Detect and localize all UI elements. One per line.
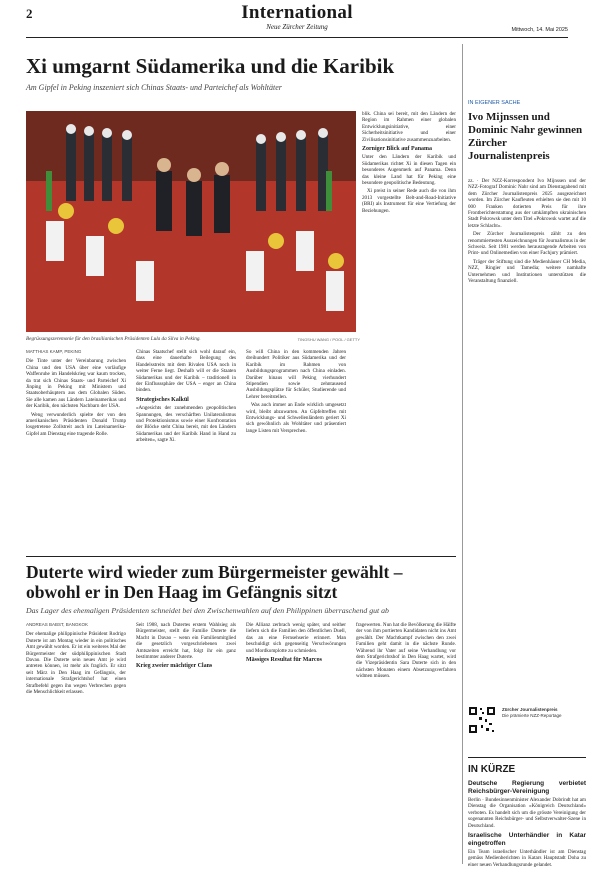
lead-column-4 <box>362 111 456 216</box>
header-rule <box>26 37 568 38</box>
paragraph: Chinas Staatschef stellt sich wohl darauf ein, dass eine dauerhafte Beilegung des Handelsstreits mit dem Rivalen USA noch in weiter Ferne liegt. Deshalb will er die Staaten Südamerikas und der Karibik – traditionell in der Einflusssphäre der USA – enger an China binden. <box>136 349 236 394</box>
paragraph: Unter den Ländern der Karibik und Südamerikas richtet Xi in diesen Tagen ein besonderes Augenmerk auf Panama. Denn das kleine Land hat für Peking eine besondere geopolitische Bedeutung. <box>362 154 456 187</box>
lead-column-2 <box>136 349 236 446</box>
kurze-item-body: Berlin · Bundesinnenminister Alexander Dobrindt hat am Dienstag die Organisation «Königreich Deutschland» verboten. Es handelt sich um die grösste Vereinigung der sogenannten Reichsbürger- und Selbstverwalter-Szene in Deutschland. <box>468 797 586 829</box>
paragraph: Der ehemalige philippinische Präsident Rodrigo Duterte ist am Montag wieder in ein politisches Amt gewählt worden. Er ist ein weiteres Mal der Bürgermeister der südphilippinischen Stadt Davao. Die Duterte sein neues Amt je wird antreten können, ist mehr als fraglich. Er sitzt seit März in Den Haag im Gefängnis, der internationale Strafgerichtshof hat einen Strafbefehl gegen ihn wegen Verbrechen gegen die Menschlichkeit erlassen. <box>26 631 126 696</box>
second-subtitle: Das Lager des ehemaligen Präsidenten schneidet bei den Zwischenwahlen auf den Philippinen überraschend gut ab <box>26 606 389 615</box>
kurze-item-body: Ein Team israelischer Unterhändler ist am Dienstag gemäss Medienberichten in Katars Hauptstadt Doha zu einer neuen Verhandlungsrunde gelandet. <box>468 849 586 868</box>
second-column-3 <box>246 622 346 665</box>
second-column-4 <box>356 622 456 682</box>
lead-column-3 <box>246 349 346 436</box>
sidebar-headline: Ivo Mijnssen und Dominic Nahr gewinnen Zürcher Journalistenpreis <box>468 111 583 162</box>
masthead-brand: Neue Zürcher Zeitung <box>266 23 328 31</box>
kurze-rule <box>468 757 586 758</box>
column-separator <box>462 44 463 864</box>
paragraph: Was auch immer an Ende wirklich umgesetzt wird, bleibt abzuwarten. An Gipfeltreffen mit Entwicklungs- und Schwellenländern geriert Xi sich gewöhnlich als Wohltäter und präsentiert lange Listen mit Versprechen. <box>246 402 346 434</box>
second-column-1 <box>26 622 126 697</box>
kurze-item-title: Deutsche Regierung verbietet Reichsbürger-Vereinigung <box>468 780 586 795</box>
lead-photo <box>26 111 356 332</box>
paragraph: fragewerten. Nun hat die Bevölkerung die Hälfte der von ihm portierten Kandidaten nicht ins Amt gewählt. Der Machtkampf zwischen den zwei Familien geht damit in die nächste Runde. Während ihr Vater auf seine Verhandlung vor dem Strafgerichtshof in Den Haag wartet, wird die Vizepräsidentin Sara Duterte sich in den nächsten Monaten einem Absetzungsverfahren widmen müssen. <box>356 622 456 680</box>
paragraph: blik. China sei bereit, mit den Ländern der Region im Rahmen einer globalen Entwicklungsinitiative, einer Sicherheitsinitiative und einer Zivilisationsinitiative zusammenzuarbeiten. <box>362 111 456 143</box>
ceremony-illustration <box>26 111 356 332</box>
subheading: Krieg zweier mächtiger Clans <box>136 663 213 670</box>
paragraph: «Angesichts der zunehmenden geopolitischen Spannungen, des verschärften Unilateralismus und Protektionismus sowie einer Konfrontation der Blöcke steht China bereit, mit den Ländern Südamerikas und der Karibik Hand in Hand zu arbeiten», sagte Xi. <box>136 405 236 444</box>
story-divider <box>26 556 456 557</box>
qr-caption <box>502 707 582 718</box>
sidebar-label: IN EIGENER SACHE <box>468 100 521 106</box>
paragraph: zz. · Der NZZ-Korrespondent Ivo Mijnssen und der NZZ-Fotograf Dominic Nahr sind am Dienstagabend mit dem Zürcher Journalistenpreis 2025 ausgezeichnet worden. Im Zürcher Kaufleuten erhielten sie den mit 10 000 Franken dotierten Preis für ihre Frontberichterstattung aus der umkämpften ukrainischen Stadt Pokrowsk unter dem Titel «Pokrowsk wartet auf die letzte Schlacht». <box>468 178 586 229</box>
paragraph: Die Allianz zerbrach wenig später, und seither liefern sich die Familien den öffentlichen Duell, das an eine Fernsehserie erinnert. Man beschuldigt sich gegenseitig Verschwörungen und Mordkomplotte zu schmieden. <box>246 622 346 654</box>
paragraph: Seit 1988, nach Dutertes erstem Wahlsieg als Bürgermeister, stellt die Familie Duterte die Macht in Davao – wenn ein Familienmitglied die gesetzlich vorgeschriebenen zwei Amtszeiten erreicht hat, folgt ihr ein ganz bestimmter anderer Duterte. <box>136 622 236 661</box>
sidebar-body <box>468 178 586 287</box>
issue-date: Mittwoch, 14. Mai 2025 <box>511 27 568 33</box>
second-column-2 <box>136 622 236 672</box>
qr-text: Die prämierte NZZ-Reportage <box>502 712 562 718</box>
qr-code[interactable] <box>468 706 496 734</box>
kurze-heading: IN KÜRZE <box>468 764 516 775</box>
kurze-list <box>468 780 586 870</box>
second-headline: Duterte wird wieder zum Bürgermeister gewählt – obwohl er in Den Haag im Gefängnis sitzt <box>26 562 403 602</box>
lead-column-1 <box>26 349 126 439</box>
lead-byline: MATTHIAS KAMP, PEKING <box>26 349 82 354</box>
paragraph: Die Tinte unter der Vereinbarung zwischen China und den USA über eine vorläufige Waffenruhe im Handelskrieg war kaum trocken, da trat sich Chinas Staats- und Parteichef Xi Jinping in Peking mit Ministern und Staatsoberhäuptern aus dem Globalen Süden. Sie alle kamen aus Ländern Lateinamerikas und der Karibik, den nächsten Nachbarn der USA. <box>26 358 126 410</box>
second-byline: ANDREAS BABST, BANGKOK <box>26 622 89 627</box>
paragraph: Weng verwunderlich spielte der von den amerikanischen Präsidenten Donald Trump losgetretene Zollstreit auch im Lateinamerika-Gipfel am Dienstag eine tragende Rolle. <box>26 411 126 437</box>
paragraph: Der Zürcher Journalistenpreis zählt zu den renommiertesten Auszeichnungen für Journalismus in der Schweiz. Seit 1981 werden herausragende Arbeiten von Print- und Onlinemedien von einer Fachjury prämiert. <box>468 231 586 257</box>
qr-code-icon <box>468 706 496 734</box>
paragraph: Xi preist in seiner Rede auch die von ihm 2013 vorgestellte Belt-and-Road-Initiative (BRI) als Instrument für eine Vertiefung der Beziehungen. <box>362 188 456 214</box>
photo-caption: Begrüssungszeremonie für den brasilianischen Präsidenten Lula da Silva in Peking. <box>26 336 201 342</box>
lead-subtitle: Am Gipfel in Peking inszeniert sich Chinas Staats- und Parteichef als Wohltäter <box>26 83 282 92</box>
lead-headline: Xi umgarnt Südamerika und die Karibik <box>26 54 395 78</box>
subheading: Mässiges Resultat für Marcos <box>246 657 322 664</box>
section-title: International <box>241 2 353 23</box>
paragraph: So will China in den kommenden Jahren dreihundert Politiker aus Südamerika und der Karibik im Rahmen von Ausbildungsprogrammen nach China einladen. Darüber hinaus will Peking vierhundert Stipendien sowie zehntausend Ausbildungsplätze für Schüler, Studierende und Lehrer bereitstellen. <box>246 349 346 400</box>
page-number: 2 <box>26 6 33 21</box>
subheading: Strategisches Kalkül <box>136 396 189 403</box>
subheading: Zorniger Blick auf Panama <box>362 146 433 153</box>
photo-credit: TINGSHU WANG / POOL / GETTY <box>297 337 360 342</box>
paragraph: Träger der Stiftung sind die Medienhäuser CH Media, NZZ, Ringier und Tamedia; weitere namhafte Unternehmen und Institutionen unterstützen die Veranstaltung finanziell. <box>468 258 586 285</box>
kurze-item-title: Israelische Unterhändler in Katar eingetroffen <box>468 832 586 847</box>
qr-title: Zürcher Journalistenpreis <box>502 707 558 712</box>
